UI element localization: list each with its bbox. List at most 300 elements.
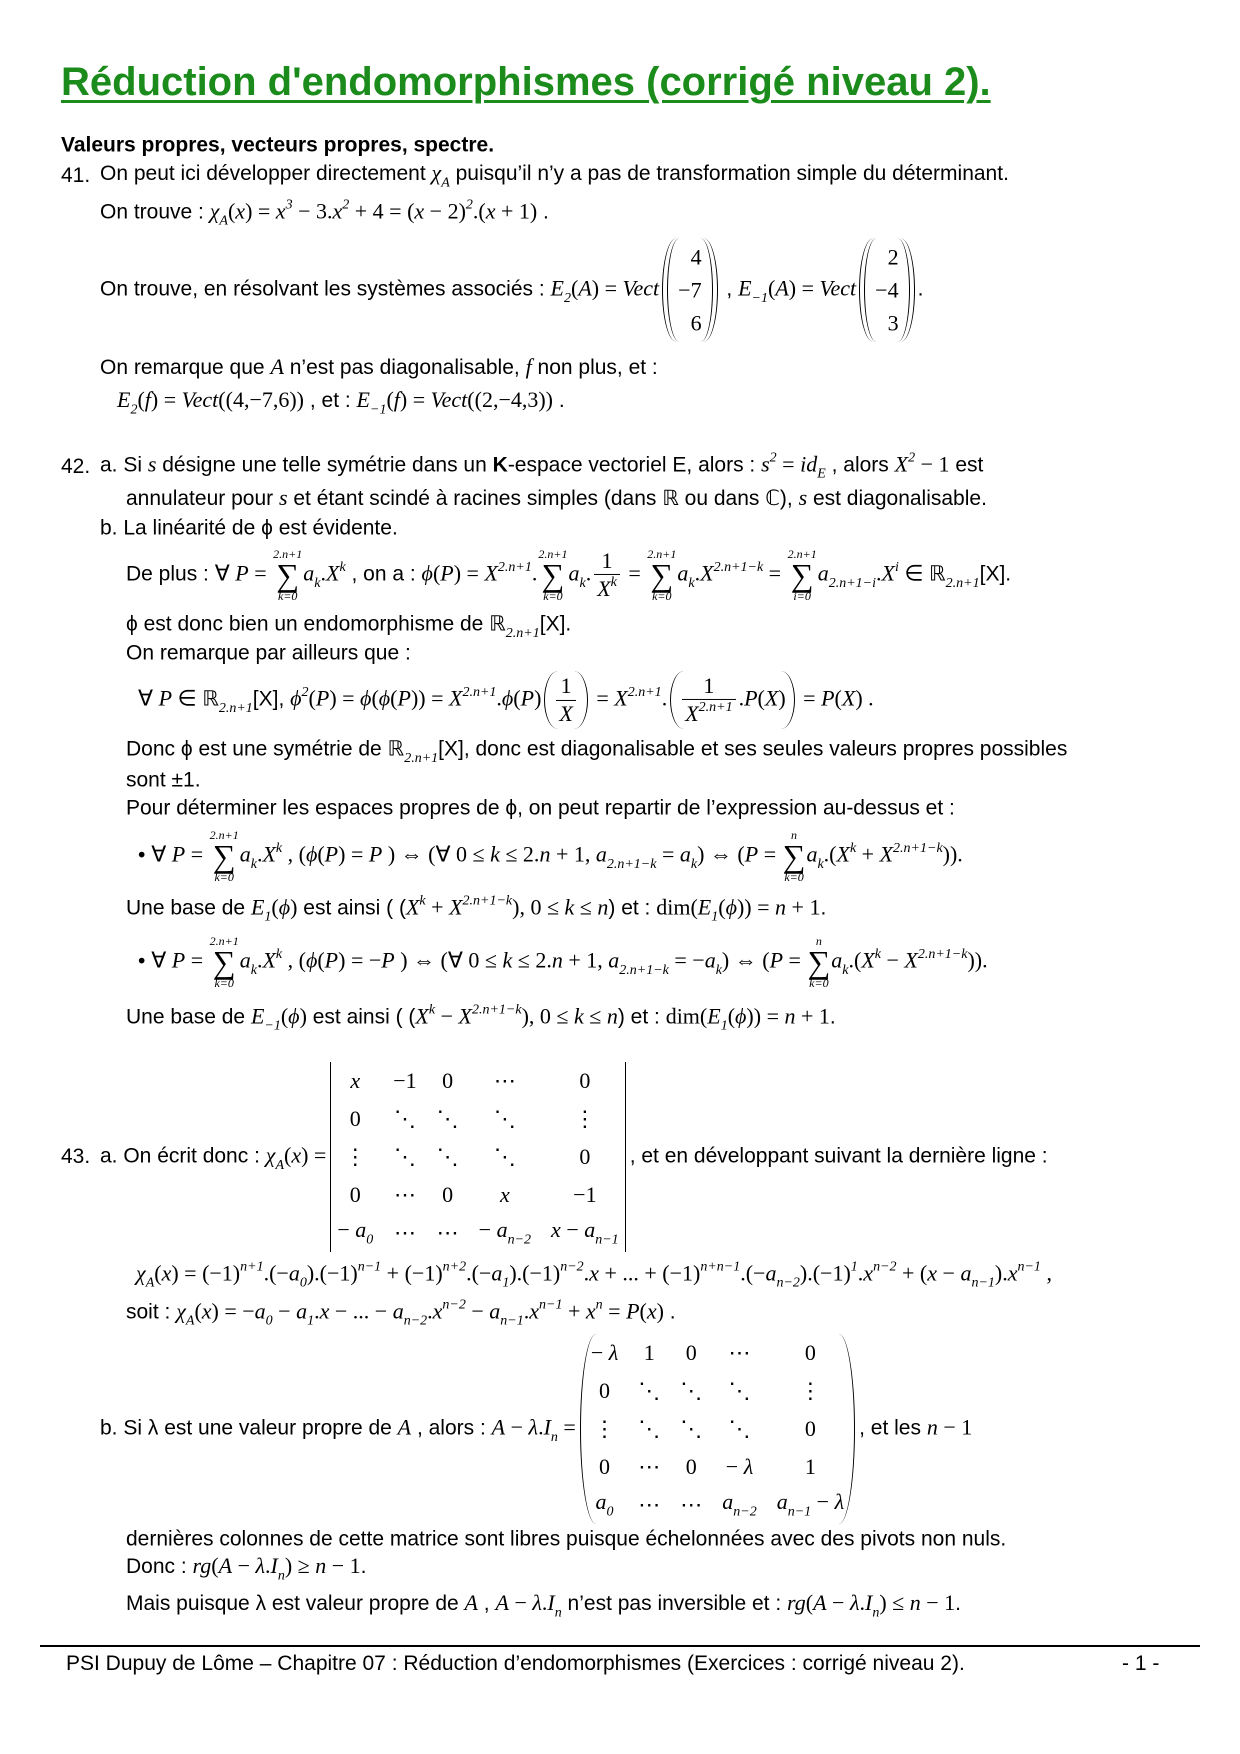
math-symbol: Vect — [622, 275, 660, 301]
matrix-entry — [805, 1340, 816, 1366]
math-run: + — [856, 841, 880, 867]
matrix-entry — [728, 1416, 750, 1442]
math-symbol: n — [597, 894, 609, 920]
text-run: , on a : — [345, 562, 422, 586]
math-run: ) = — [788, 275, 820, 301]
math-run: ) ⇔ (∀ 0 ≤ — [382, 841, 491, 867]
math-run: ≤ 2. — [512, 947, 552, 973]
math-run: ( — [513, 685, 521, 711]
math-run: ⋮ — [593, 1415, 616, 1441]
matrix-entry — [437, 1220, 459, 1246]
superscript: 2 — [301, 684, 309, 700]
subscript: n−2 — [776, 1275, 800, 1291]
sigma-symbol: ∑ — [782, 838, 806, 874]
math-run: = — [248, 560, 273, 586]
subscript: 2.n+1−k — [619, 962, 669, 978]
math-symbol: s — [147, 451, 157, 477]
math-symbol: n — [926, 1414, 938, 1440]
text-run: [X]. — [539, 612, 572, 636]
text-run: . — [663, 1300, 676, 1324]
math-symbol: id — [800, 451, 818, 477]
text-run: On remarque que — [100, 355, 271, 379]
math-symbol: X — [458, 1003, 472, 1029]
math-symbol: n — [539, 841, 551, 867]
math-run: ( — [317, 841, 325, 867]
math-run: ⋱ — [493, 1143, 516, 1169]
subscript: 0 — [265, 1313, 273, 1329]
math-run: )). — [967, 947, 988, 973]
math-symbol: Vect — [819, 275, 857, 301]
text-run: ℝ — [202, 687, 219, 711]
subscript: k — [842, 962, 849, 978]
math-symbol: a — [595, 841, 607, 867]
matrix-entry — [394, 1220, 416, 1246]
math-symbol: n — [775, 894, 787, 920]
subscript: 0 — [299, 1275, 307, 1291]
text-run: [X], — [252, 687, 291, 711]
superscript: 2.n+1−k — [471, 1002, 522, 1018]
math-run: ≤ — [583, 1003, 607, 1029]
text-run: , et en développant suivant la dernière ligne : — [629, 1144, 1048, 1168]
math-symbol: X — [614, 685, 628, 711]
math-symbol: ϕ — [378, 685, 391, 711]
math-run: ⋮ — [799, 1377, 822, 1403]
text-run: est diagonalisable. — [807, 486, 987, 510]
math-symbol: x — [291, 1142, 302, 1168]
math-run: )) = — [746, 1003, 785, 1029]
math-run: − — [465, 1298, 490, 1324]
superscript: k — [275, 840, 283, 856]
superscript: 2.n+1 — [462, 684, 497, 700]
math-run: . — [256, 841, 263, 867]
matrix-entry — [728, 1340, 750, 1366]
matrix-entry — [394, 1144, 416, 1170]
math-symbol: A — [491, 1414, 506, 1440]
matrix-entry — [599, 1454, 610, 1480]
matrix-entry — [680, 1378, 702, 1404]
text-line — [126, 611, 571, 642]
footer-text: PSI Dupuy de Lôme – Chapitre 07 : Réduction d’endomorphismes (Exercices : corrigé niveau 2). — [66, 1652, 965, 1675]
text-run: n’est pas diagonalisable, — [283, 355, 526, 379]
math-run: . — [320, 560, 326, 586]
math-symbol: A — [464, 1589, 478, 1615]
math-run: = − — [668, 947, 705, 973]
math-run: ( — [308, 685, 316, 711]
math-run: ⋯ — [393, 1219, 416, 1245]
subscript: 2 — [130, 402, 138, 418]
subscript: 1 — [711, 909, 719, 925]
math-symbol: A — [218, 1552, 233, 1578]
superscript: 2 — [908, 450, 916, 466]
math-run: ).(−1) — [306, 1260, 358, 1286]
math-run: = — [590, 685, 615, 711]
math-run: = — [763, 560, 787, 586]
parenthesized-expression — [670, 671, 794, 729]
math-run: ) = — [245, 198, 276, 224]
math-run: 0 — [599, 1453, 611, 1479]
math-run: ( — [570, 275, 579, 301]
subscript: 1 — [264, 909, 272, 925]
math-symbol: s — [278, 484, 288, 510]
subscript: n−1 — [595, 1232, 619, 1248]
math-symbol: a — [254, 1298, 266, 1324]
math-run: ) = (−1) — [171, 1260, 241, 1286]
math-run: ( — [757, 685, 765, 711]
math-run: . — [661, 685, 668, 711]
math-run: + 1 — [786, 894, 821, 920]
matrix-entry — [337, 1217, 373, 1249]
math-symbol: χ — [265, 1142, 276, 1168]
matrix-entry — [437, 1144, 459, 1170]
math-run: − — [725, 1453, 744, 1479]
math-symbol: x — [585, 1298, 596, 1324]
text-line — [126, 736, 1067, 767]
math-symbol: a — [806, 841, 818, 867]
math-symbol: P — [171, 947, 186, 973]
math-symbol: E — [250, 1003, 265, 1029]
math-run: − 3. — [292, 198, 333, 224]
math-run: ∀ — [151, 947, 172, 973]
math-symbol: x — [161, 1260, 172, 1286]
matrix-entry — [573, 1182, 596, 1208]
vector-entry: 2 — [887, 244, 899, 270]
math-run: ≤ — [574, 894, 598, 920]
math-run: + 1) — [495, 198, 538, 224]
text-run: On peut ici développer directement — [100, 161, 432, 185]
sum-lower-limit: k=0 — [543, 589, 563, 604]
sigma-symbol: ∑ — [212, 944, 236, 980]
math-symbol: Vect — [181, 386, 219, 412]
matrix-entry — [638, 1416, 660, 1442]
math-symbol: A — [397, 1414, 412, 1440]
math-run: . — [583, 1260, 590, 1286]
denominator — [556, 701, 575, 727]
parenthesized-expression — [544, 671, 587, 728]
superscript: k — [419, 893, 426, 909]
text-line — [126, 1003, 836, 1036]
math-symbol: f — [393, 386, 400, 412]
math-run: )) = — [410, 685, 449, 711]
math-run: 0 — [442, 1181, 454, 1207]
math-symbol: k — [564, 894, 575, 920]
fraction — [682, 673, 735, 727]
superscript: 2 — [465, 197, 473, 213]
subscript: k — [250, 962, 257, 978]
text-run: Une base de — [126, 896, 251, 920]
math-run: − — [337, 1216, 356, 1242]
sum-lower-limit: k=0 — [809, 976, 829, 990]
text-line — [126, 548, 1011, 602]
text-line — [126, 1553, 367, 1585]
math-run: − — [590, 1339, 609, 1365]
math-run: . — [531, 560, 538, 586]
subscript: 1 — [502, 1275, 510, 1291]
superscript: n−2 — [560, 1259, 584, 1275]
math-symbol: a — [722, 1488, 734, 1514]
page-number: - 1 - — [1122, 1652, 1160, 1675]
math-run: ( — [432, 560, 441, 586]
text-line — [100, 515, 398, 540]
math-run: ( — [371, 685, 379, 711]
text-line — [126, 485, 987, 511]
math-symbol: ϕ — [735, 1003, 747, 1029]
numerator — [594, 548, 620, 575]
math-run: − 1 — [920, 1589, 956, 1615]
subscript: A — [219, 213, 228, 229]
math-run: ( — [137, 386, 145, 412]
math-run: ((2,−4,3)) — [467, 386, 554, 412]
math-symbol: x — [275, 198, 286, 224]
superscript: k — [275, 946, 283, 962]
text-run: De plus : — [126, 562, 215, 586]
math-symbol: P — [744, 841, 759, 867]
text-run: a. Si — [100, 453, 148, 477]
text-run: ϕ est donc bien un endomorphisme de ℝ — [126, 612, 506, 636]
math-run: . — [427, 1298, 433, 1324]
math-run: dim( — [665, 1003, 708, 1029]
math-run: ).(−1) — [509, 1260, 561, 1286]
math-run: . — [265, 1552, 271, 1578]
math-symbol: x — [863, 1260, 874, 1286]
superscript: 2.n+1−k — [713, 559, 764, 575]
sum-lower-limit: k=0 — [214, 976, 234, 990]
math-run: ⋱ — [728, 1415, 751, 1441]
math-run: ⋱ — [493, 1105, 516, 1131]
text-run: est ainsi ( ( — [297, 896, 406, 920]
text-line — [126, 894, 826, 927]
math-run: ⋱ — [728, 1377, 751, 1403]
subscript: A — [275, 1157, 284, 1173]
math-symbol: X — [559, 700, 573, 726]
math-run: ). — [994, 1260, 1008, 1286]
math-run: 1 — [804, 1453, 816, 1479]
math-run: + — [562, 1298, 586, 1324]
superscript: 1 — [850, 1259, 858, 1275]
math-symbol: ϕ — [278, 894, 291, 920]
text-run: Mais puisque λ est valeur propre de — [126, 1591, 465, 1615]
matrix-entry — [479, 1217, 531, 1249]
math-run: = — [776, 451, 801, 477]
math-run: 0 — [804, 1415, 816, 1441]
matrix-entry — [579, 1068, 590, 1094]
superscript: n+2 — [442, 1259, 467, 1275]
text-line — [126, 1298, 676, 1331]
matrix-entry — [394, 1182, 416, 1208]
matrix-entry — [494, 1144, 516, 1170]
matrix-entry — [728, 1378, 750, 1404]
math-run: 1 — [601, 547, 613, 573]
subscript: 2 — [563, 290, 571, 306]
text-run: , alors : — [411, 1416, 492, 1440]
math-symbol: χ — [176, 1298, 186, 1324]
math-run: ⋱ — [393, 1143, 416, 1169]
subscript: n−2 — [403, 1313, 428, 1329]
math-symbol: a — [704, 947, 716, 973]
math-run: ) = — [329, 685, 361, 711]
math-symbol: X — [841, 685, 856, 711]
math-run: + 4 = ( — [349, 198, 415, 224]
math-run: 0 — [349, 1105, 361, 1131]
matrix-entry — [638, 1492, 660, 1518]
math-run: = — [185, 947, 209, 973]
superscript: 2.n+1−k — [893, 840, 943, 856]
math-symbol: n — [315, 1552, 327, 1578]
math-symbol: a — [489, 1298, 501, 1324]
text-run: . — [955, 1591, 961, 1615]
subscript: n — [277, 1568, 285, 1584]
math-symbol: λ — [532, 1589, 542, 1615]
math-run: 0 — [599, 1377, 611, 1403]
math-run: ⋯ — [638, 1453, 661, 1479]
math-run: − — [560, 1216, 585, 1242]
subscript: n−1 — [787, 1504, 812, 1520]
math-symbol: x — [646, 1298, 657, 1324]
subscript: −1 — [264, 1018, 281, 1034]
superscript: n−2 — [442, 1297, 466, 1313]
matrix-entry — [494, 1068, 516, 1094]
math-symbol: ϕ — [305, 947, 318, 973]
math-run: − ... − — [329, 1298, 393, 1324]
subscript: k — [688, 575, 695, 591]
math-symbol: X — [449, 685, 463, 711]
sum-operator — [788, 548, 817, 602]
sigma-symbol: ∑ — [790, 557, 814, 594]
math-run: ∈ — [898, 560, 930, 586]
subscript: n−2 — [733, 1504, 757, 1520]
subscript: k — [579, 575, 586, 591]
math-symbol: x — [432, 1298, 443, 1324]
math-run: 0 — [442, 1067, 454, 1093]
math-symbol: P — [368, 841, 383, 867]
math-run: ⋱ — [638, 1377, 661, 1403]
math-run: ∀ — [138, 685, 159, 711]
math-run: + — [425, 894, 450, 920]
determinant — [330, 1062, 625, 1252]
matrix-entry — [393, 1068, 416, 1094]
superscript: n−2 — [873, 1259, 897, 1275]
superscript: n−1 — [357, 1259, 382, 1275]
math-run: ⋱ — [680, 1377, 703, 1403]
math-run: ) ≤ — [879, 1589, 910, 1615]
math-run: + 1 — [795, 1003, 830, 1029]
math-symbol: k — [490, 841, 500, 867]
vector-entry: 6 — [690, 310, 702, 336]
matrix-entry — [805, 1454, 816, 1480]
matrix-entry — [638, 1378, 660, 1404]
math-run: ( — [390, 685, 398, 711]
math-symbol: χ — [136, 1260, 146, 1286]
subscript: n−2 — [507, 1232, 532, 1248]
matrix-entry — [680, 1492, 702, 1518]
math-symbol: A — [578, 275, 592, 301]
math-run: ( — [211, 1552, 219, 1578]
text-run: sont ±1. — [126, 768, 201, 792]
math-run: = — [758, 841, 782, 867]
matrix-entry — [726, 1454, 753, 1480]
math-symbol: s — [761, 451, 770, 477]
math-symbol: ϕ — [290, 685, 302, 711]
math-symbol: a — [491, 1260, 503, 1286]
math-symbol: P — [235, 560, 249, 586]
subscript: n−1 — [971, 1275, 995, 1291]
vector-entries — [864, 239, 909, 342]
math-symbol: x — [529, 1298, 539, 1324]
text-run: , alors — [825, 453, 895, 477]
text-run: • — [138, 949, 152, 973]
denominator — [594, 575, 620, 602]
math-symbol: a — [765, 1260, 777, 1286]
math-run: = — [602, 1298, 627, 1324]
text-run: ) et : — [617, 1005, 666, 1029]
math-run: 0 — [804, 1339, 816, 1365]
sum-upper-limit: n — [815, 934, 822, 948]
subscript: −1 — [370, 402, 387, 418]
math-run: ) = — [591, 275, 623, 301]
math-run: = — [185, 841, 209, 867]
superscript: k — [339, 559, 346, 575]
math-symbol: ϕ — [725, 894, 737, 920]
sigma-symbol: ∑ — [276, 557, 300, 594]
superscript: n−1 — [539, 1297, 563, 1313]
math-run: ((4,−7,6)) — [218, 386, 305, 412]
text-line — [138, 829, 963, 883]
sum-upper-limit: 2.n+1 — [538, 547, 568, 562]
math-symbol: x — [927, 1260, 938, 1286]
math-symbol: n — [551, 947, 563, 973]
math-run: ⋯ — [436, 1219, 459, 1245]
math-symbol: A — [813, 1589, 827, 1615]
math-run: .(− — [466, 1260, 492, 1286]
math-run: ⋯ — [638, 1491, 661, 1517]
math-run: . — [538, 1414, 544, 1440]
column-vector — [859, 239, 914, 342]
fraction — [556, 673, 575, 726]
matrix-entry — [574, 1106, 596, 1132]
math-run: .( — [472, 198, 486, 224]
sum-upper-limit: 2.n+1 — [209, 934, 239, 948]
subscript: 1 — [307, 1313, 315, 1329]
math-symbol: λ — [849, 1589, 860, 1615]
math-symbol: a — [608, 947, 620, 973]
text-run: a. On écrit donc : — [100, 1144, 266, 1168]
numerator — [682, 673, 735, 700]
math-symbol: A — [495, 1589, 509, 1615]
math-symbol: a — [392, 1298, 404, 1324]
math-run: ( — [317, 947, 325, 973]
superscript: n+n−1 — [700, 1259, 741, 1275]
text-run: désigne une telle symétrie dans un — [156, 453, 493, 477]
matrix-entry — [680, 1416, 702, 1442]
math-symbol: A — [270, 353, 284, 379]
sigma-symbol: ∑ — [807, 944, 831, 980]
math-symbol: E — [738, 275, 752, 301]
sum-lower-limit: i=0 — [793, 589, 811, 604]
superscript: k — [610, 575, 617, 591]
subscript: k — [715, 962, 722, 978]
matrix-entry — [437, 1106, 459, 1132]
superscript: 2.n+1 — [497, 559, 532, 575]
text-line — [126, 1526, 1006, 1551]
math-symbol: X — [685, 700, 699, 726]
math-run: ⋮ — [573, 1105, 596, 1131]
matrix-entry — [394, 1106, 416, 1132]
math-run: − 1 — [937, 1414, 973, 1440]
math-symbol: f — [525, 353, 532, 379]
math-run: 1 — [643, 1339, 655, 1365]
math-symbol: P — [440, 560, 454, 586]
math-run: ) ⇔ (∀ 0 ≤ — [394, 947, 503, 973]
math-run: ) — [778, 685, 786, 711]
